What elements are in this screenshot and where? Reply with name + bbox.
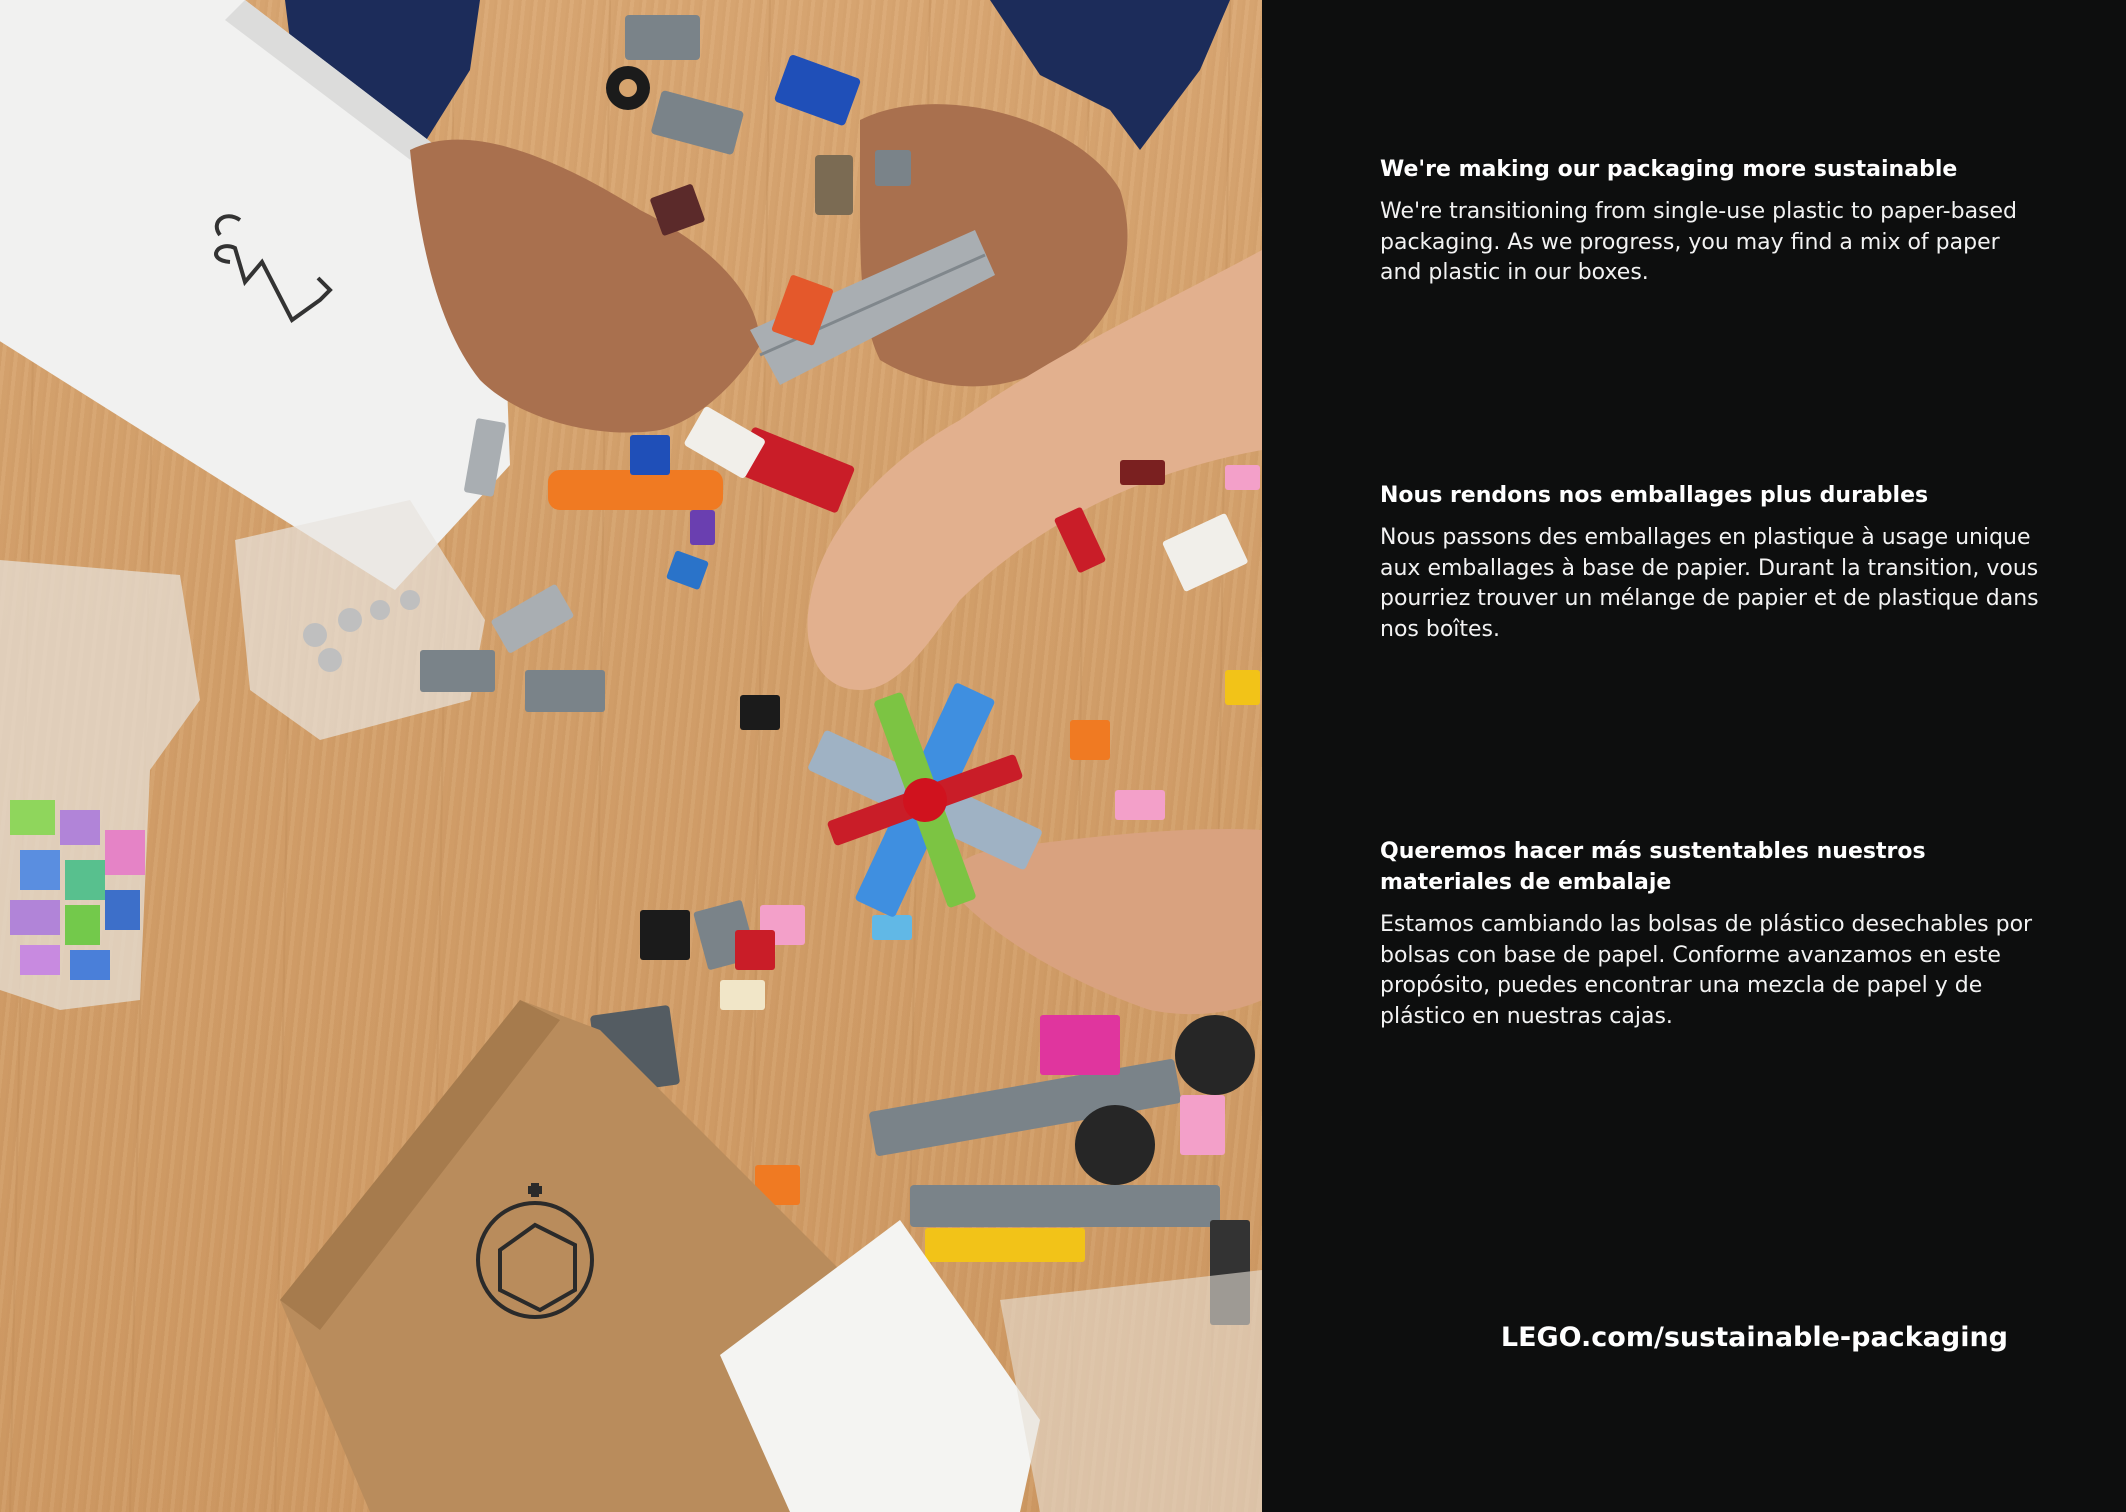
section-french bbox=[1380, 480, 2040, 645]
section-heading: Queremos hacer más sustentables nuestros materiales de embalaje bbox=[1380, 839, 1926, 895]
section-spanish bbox=[1380, 836, 2040, 1032]
section-heading: We're making our packaging more sustainable bbox=[1380, 157, 1958, 182]
sustainable-packaging-link[interactable]: LEGO.com/sustainable-packaging bbox=[1500, 1322, 2008, 1353]
section-english bbox=[1380, 154, 2040, 289]
section-body: We're transitioning from single-use plastic to paper-based packaging. As we progress, you may find a mix of paper and plastic in our boxes. bbox=[1380, 199, 2018, 285]
section-body: Nous passons des emballages en plastique à usage unique aux emballages à base de papier. Durant la transition, vous pourriez trouver un mélange de papier et de plastique dans nos boîtes. bbox=[1380, 525, 2039, 642]
section-body: Estamos cambiando las bolsas de plástico desechables por bolsas con base de papel. Conforme avanzamos en este propósito, puedes encontrar una mezcla de papel y de plástico en nuestras cajas. bbox=[1380, 912, 2033, 1029]
text-panel bbox=[1262, 0, 2126, 1512]
section-heading: Nous rendons nos emballages plus durables bbox=[1380, 483, 1929, 508]
